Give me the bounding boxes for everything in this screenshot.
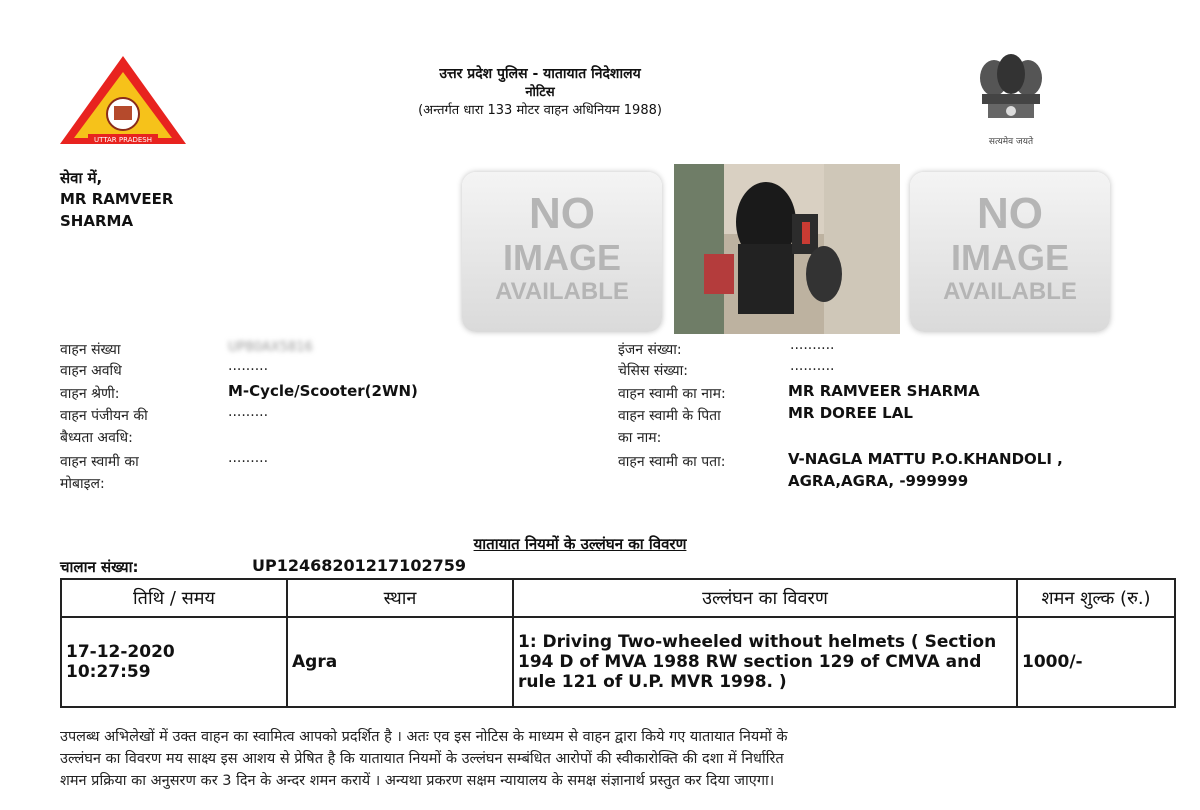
up-police-logo [58,54,188,146]
header-act: (अन्तर्गत धारा 133 मोटर वाहन अधिनियम 1988) [418,103,662,118]
registration-validity-label-1: वाहन पंजीयन की [60,408,148,424]
violation-section-title: यातायात नियमों के उल्लंघन का विवरण [473,535,687,553]
notice-footer [60,726,1160,792]
table-row [61,617,1175,707]
vehicle-number-value: UP80AX5816 [228,340,313,355]
vehicle-period-value: ......... [228,358,269,374]
column-date-time: तिथि / समय [61,579,287,617]
national-emblem-icon [966,50,1056,136]
cell-date-time [61,617,287,707]
footer-line-2: उल्लंघन का विवरण मय साक्ष्य इस आशय से प्रेषित है कि यातायात नियमों के उल्लंघन सम्बंधित आरोपों की स्वीकारोक्ति की दशा में निर्धारित [60,751,784,767]
footer-line-1: उपलब्ध अभिलेखों में उक्त वाहन का स्वामित्व आपको प्रदर्शित है । अतः एव इस नोटिस के माध्यम से वाहन द्वारा किये गए यातायात नियमों के [60,729,788,745]
vehicle-category-label: वाहन श्रेणी: [60,386,120,402]
column-description: उल्लंघन का विवरण [513,579,1017,617]
header-department: उत्तर प्रदेश पुलिस - यातायात निदेशालय [439,66,641,82]
violation-time: 10:27:59 [66,662,151,682]
emblem-caption: सत्यमेव जयते [988,137,1034,147]
header-notice: नोटिस [525,85,555,100]
column-fine: शमन शुल्क (रु.) [1017,579,1175,617]
salutation: सेवा में, [60,169,103,187]
column-place: स्थान [287,579,513,617]
owner-address-line2: AGRA,AGRA, -999999 [788,472,969,490]
owner-address-label: वाहन स्वामी का पता: [618,454,726,470]
violation-evidence-photo [674,164,900,334]
logo-text: UTTAR PRADESH [94,136,152,144]
engine-number-value: .......... [790,337,835,353]
no-image-placeholder-left: NO IMAGE AVAILABLE [462,172,662,332]
vehicle-period-label: वाहन अवधि [60,363,122,379]
violation-fine: 1000/- [1017,617,1175,707]
owner-father-label-1: वाहन स्वामी के पिता [618,408,721,424]
owner-name-value: MR RAMVEER SHARMA [788,382,980,400]
vehicle-category-value: M-Cycle/Scooter(2WN) [228,382,418,400]
challan-number-label: चालान संख्या: [60,558,139,576]
owner-mobile-value: ......... [228,450,269,466]
violation-table-header [61,579,1175,617]
no-image-placeholder-right: NO IMAGE AVAILABLE [910,172,1110,332]
engine-number-label: इंजन संख्या: [618,342,682,358]
challan-number-value: UP12468201217102759 [252,556,466,575]
owner-mobile-label-2: मोबाइल: [60,476,105,492]
registration-validity-label-2: बैध्यता अवधि: [60,430,133,446]
chassis-number-value: .......... [790,358,835,374]
vehicle-number-label: वाहन संख्या [60,342,121,358]
footer-line-3: शमन प्रक्रिया का अनुसरण कर 3 दिन के अन्दर शमन करायें । अन्यथा प्रकरण सक्षम न्यायालय के समक्ष संज्ञानार्थ प्रस्तुत कर दिया जाएगा। [60,773,775,789]
violation-description: 1: Driving Two-wheeled without helmets ( Section 194 D of MVA 1988 RW section 129 of CMVA and rule 121 of U.P. MVR 1998. ) [513,617,1017,707]
registration-validity-value: ......... [228,404,269,420]
chassis-number-label: चेसिस संख्या: [618,363,689,379]
violation-date: 17-12-2020 [66,642,175,662]
addressee-name-line1: MR RAMVEER [60,190,174,208]
owner-name-label: वाहन स्वामी का नाम: [618,386,726,402]
owner-mobile-label-1: वाहन स्वामी का [60,454,139,470]
owner-address-line1: V-NAGLA MATTU P.O.KHANDOLI , [788,450,1063,468]
violation-place: Agra [287,617,513,707]
owner-father-value: MR DOREE LAL [788,404,913,422]
owner-father-label-2: का नाम: [618,430,662,446]
addressee-name-line2: SHARMA [60,212,134,230]
violation-table [60,578,1176,708]
